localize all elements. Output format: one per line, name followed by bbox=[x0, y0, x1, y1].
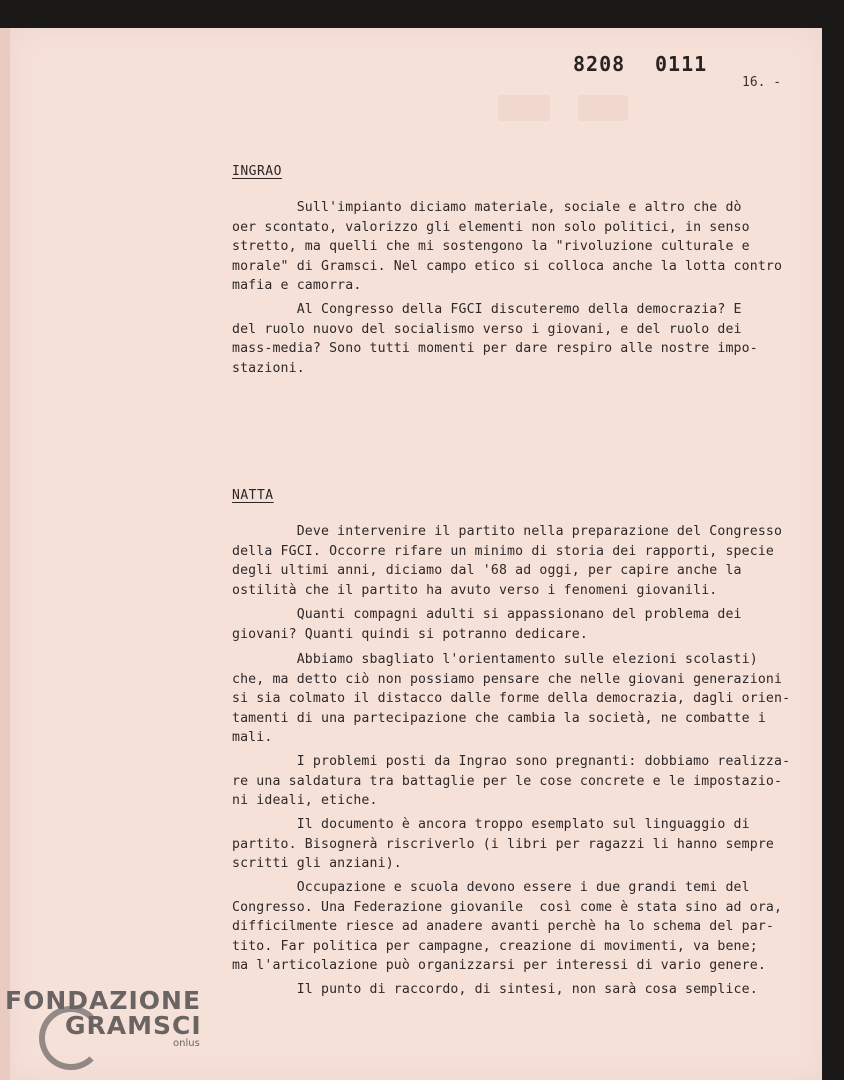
archive-number-a: 8208 bbox=[573, 52, 626, 76]
paragraph: Sull'impianto diciamo materiale, sociale e altro che dò oer scontato, valorizzo gli elementi non solo politici, in senso stretto, ma quelli che mi sostengono la "rivoluzione culturale e morale" di Gramsci. Nel campo etico si colloca anche la lotta contro mafia e camorra. bbox=[232, 200, 783, 294]
watermark-tag: onlus bbox=[173, 1038, 200, 1049]
paragraph: Il documento è ancora troppo esemplato sul linguaggio di partito. Bisognerà riscriverlo (i libri per ragazzi li hanno sempre scritti gli anziani). bbox=[232, 817, 774, 872]
page-number: 16. - bbox=[742, 75, 782, 90]
speaker-heading-natta: NATTA bbox=[232, 488, 274, 503]
archive-number-b: 0111 bbox=[655, 52, 708, 76]
paragraph: I problemi posti da Ingrao sono pregnanti: dobbiamo realizza- re una saldatura tra battaglie per le cose concrete e le impostazio- ni ideali, etiche. bbox=[232, 754, 791, 809]
fondazione-gramsci-watermark bbox=[5, 986, 202, 1049]
watermark-line2: GRAMSCI bbox=[65, 1011, 202, 1040]
paragraph: Abbiamo sbagliato l'orientamento sulle elezioni scolasti) che, ma detto ciò non possiamo pensare che nelle giovani generazioni si sia colmato il distacco dalle forme della democrazia, dagli orien- tamenti di una partecipazione che cambia la società, ne combatte i mali. bbox=[232, 652, 791, 746]
paragraph: Il punto di raccordo, di sintesi, non sarà cosa semplice. bbox=[232, 982, 758, 997]
speaker-heading-ingrao: INGRAO bbox=[232, 164, 282, 179]
faded-stamp bbox=[498, 95, 550, 121]
paragraph: Occupazione e scuola devono essere i due grandi temi del Congresso. Una Federazione giovanile così come è stata sino ad ora, difficilmente riesce ad anadere avanti perchè ha lo schema del par- tito. Far politica per campagne, creazione di movimenti, va bene; ma l'articolazione può organizzarsi per interessi di vario genere. bbox=[232, 880, 783, 974]
logo-g-icon bbox=[39, 1006, 103, 1070]
watermark-line1: FONDAZIONE bbox=[5, 986, 202, 1015]
faded-stamp bbox=[578, 95, 628, 121]
paragraph: Quanti compagni adulti si appassionano del problema dei giovani? Quanti quindi si potranno dedicare. bbox=[232, 607, 742, 642]
paragraph: Al Congresso della FGCI discuteremo della democrazia? E del ruolo nuovo del socialismo verso i giovani, e del ruolo dei mass-media? Sono tutti momenti per dare respiro alle nostre impo- stazioni. bbox=[232, 302, 758, 376]
paragraph: Deve intervenire il partito nella preparazione del Congresso della FGCI. Occorre rifare un minimo di storia dei rapporti, specie degli ultimi anni, diciamo dal '68 ad oggi, per capire anche la ostilità che il partito ha avuto verso i fenomeni giovanili. bbox=[232, 524, 783, 598]
